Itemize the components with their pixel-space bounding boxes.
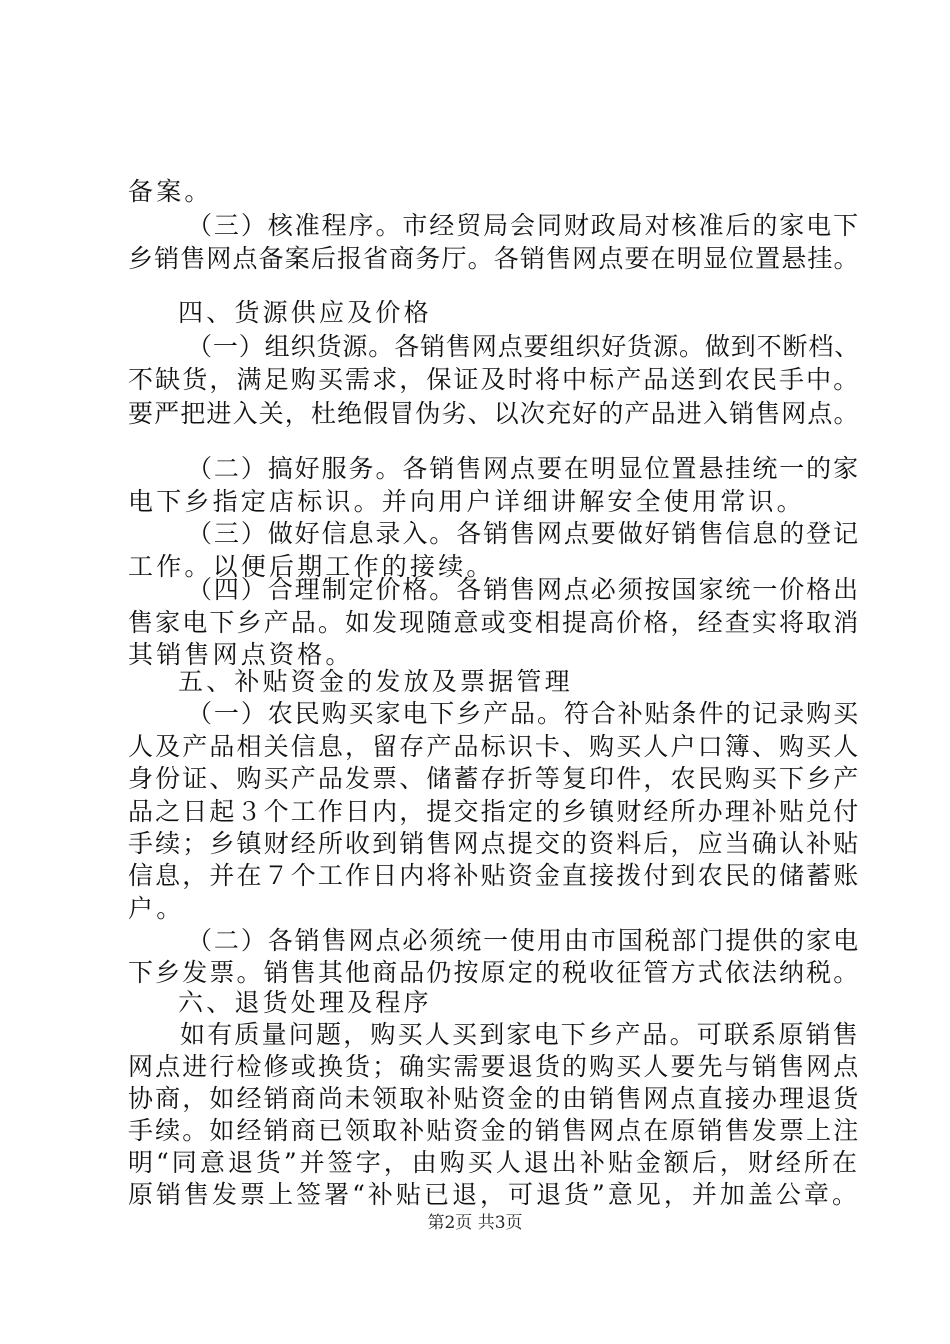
- text-line: 身份证、购买产品发票、储蓄存折等复印件，农民购买下乡产: [128, 764, 861, 793]
- text-line: 原销售发票上签署“补贴已退，可退货”意见，并加盖公章。: [128, 1180, 860, 1209]
- text-line: 手续；乡镇财经所收到销售网点提交的资料后，应当确认补贴: [128, 829, 861, 858]
- text-line: 品之日起３个工作日内，提交指定的乡镇财经所办理补贴兑付: [128, 797, 861, 826]
- text-line: （三）做好信息录入。各销售网点要做好销售信息的登记: [187, 519, 861, 548]
- text-line: 信息，并在７个工作日内将补贴资金直接拨付到农民的储蓄账: [128, 861, 861, 890]
- section-heading: 四、货源供应及价格: [178, 298, 432, 327]
- text-line: （三）核准程序。市经贸局会同财政局对核准后的家电下: [187, 211, 861, 240]
- text-line: 手续。如经销商已领取补贴资金的销售网点在原销售发票上注: [128, 1116, 861, 1145]
- text-line: （二）各销售网点必须统一使用由市国税部门提供的家电: [187, 926, 861, 955]
- text-line: 不缺货，满足购买需求，保证及时将中标产品送到农民手中。: [128, 365, 861, 394]
- text-line: 下乡发票。销售其他商品仍按原定的税收征管方式依法纳税。: [128, 958, 861, 987]
- page-footer: 第2页 共3页: [427, 1213, 523, 1233]
- text-line: 电下乡指定店标识。并向用户详细讲解安全使用常识。: [128, 487, 805, 516]
- text-line: 如有质量问题，购买人买到家电下乡产品。可联系原销售: [180, 1020, 861, 1049]
- text-line: 其销售网点资格。: [128, 640, 354, 669]
- text-line: 人及产品相关信息，留存产品标识卡、购买人户口簿、购买人: [128, 732, 861, 761]
- text-line: 户。: [128, 894, 185, 923]
- text-line: 工作。以便后期工作的接续。: [128, 552, 495, 581]
- section-heading: 五、补贴资金的发放及票据管理: [178, 667, 573, 696]
- text-line: 协商，如经销商尚未领取补贴资金的由销售网点直接办理退货: [128, 1084, 861, 1113]
- text-line: （一）农民购买家电下乡产品。符合补贴条件的记录购买: [187, 699, 861, 728]
- text-line: （二）搞好服务。各销售网点要在明显位置悬挂统一的家: [187, 454, 861, 483]
- text-line: 售家电下乡产品。如发现随意或变相提高价格，经查实将取消: [128, 608, 861, 637]
- text-line: 乡销售网点备案后报省商务厅。各销售网点要在明显位置悬挂。: [128, 244, 860, 273]
- text-line: （一）组织货源。各销售网点要组织好货源。做到不断档、: [187, 332, 861, 361]
- section-heading: 六、退货处理及程序: [178, 988, 432, 1017]
- text-line: 网点进行检修或换货；确实需要退货的购买人要先与销售网点: [128, 1052, 861, 1081]
- text-line: 要严把进入关，杜绝假冒伪劣、以次充好的产品进入销售网点。: [128, 399, 860, 428]
- text-line: 备案。: [128, 177, 213, 206]
- text-line: 明“同意退货”并签字，由购买人退出补贴金额后，财经所在: [128, 1148, 860, 1177]
- text-line: （四）合理制定价格。各销售网点必须按国家统一价格出: [187, 575, 861, 604]
